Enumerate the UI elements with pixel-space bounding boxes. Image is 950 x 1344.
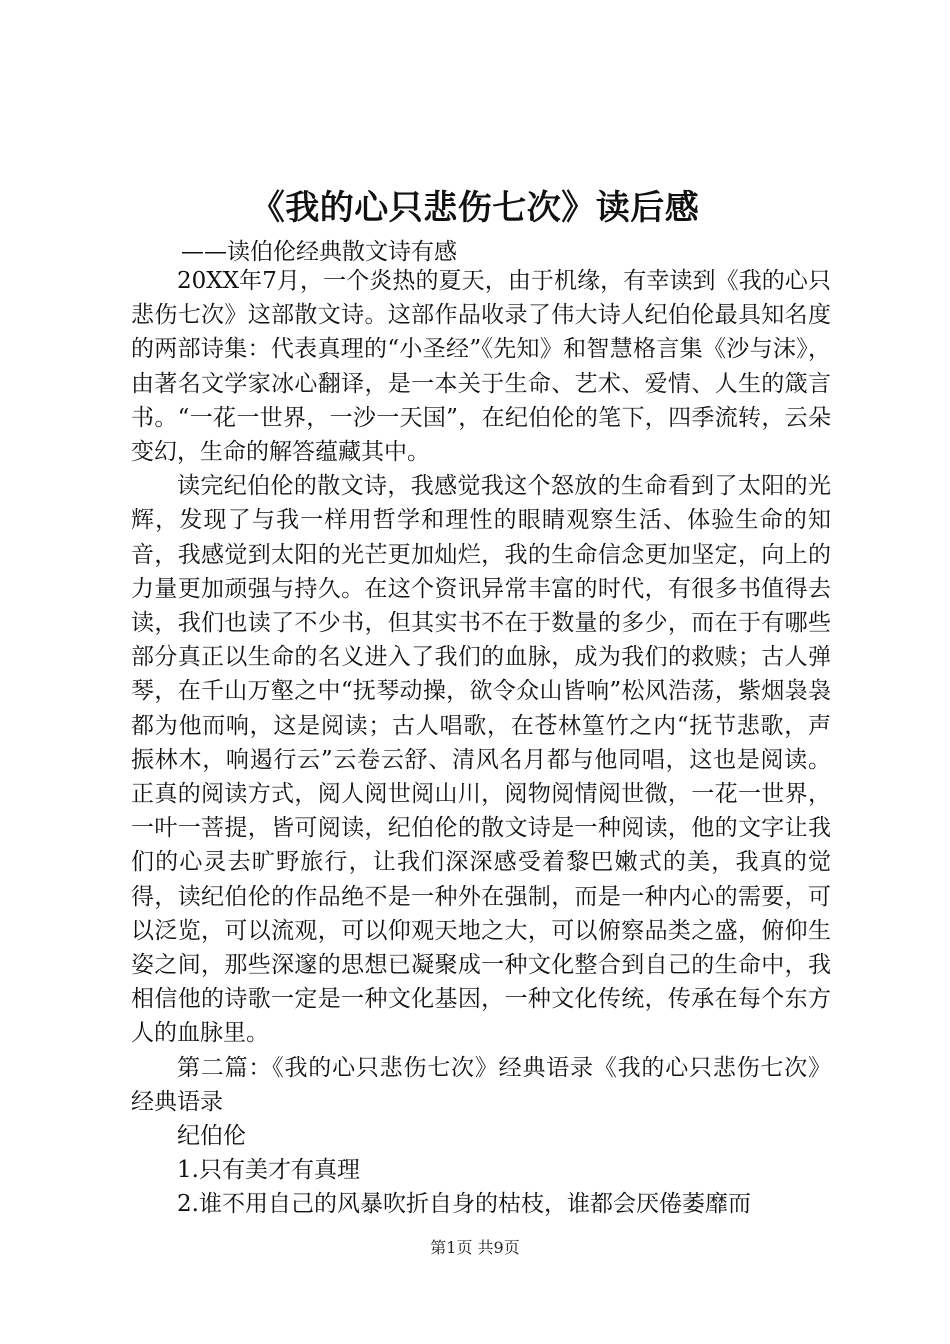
- paragraph-author: 纪伯伦: [177, 1123, 246, 1150]
- quote-item-2: 2.谁不用自己的风暴吹折自身的枯枝，谁都会厌倦萎靡而: [177, 1191, 751, 1218]
- paragraph-second-section-heading: 第二篇：《我的心只悲伤七次》经典语录《我的心只悲伤七次》经典语录: [131, 1054, 831, 1115]
- document-subtitle: ——读伯伦经典散文诗有感: [181, 239, 457, 265]
- paragraph-intro: 20XX年7月，一个炎热的夏天，由于机缘，有幸读到《我的心只悲伤七次》这部散文诗。这部作品收录了伟大诗人纪伯伦最具知名度的两部诗集：代表真理的“小圣经”《先知》和智慧格言集《沙与沫》，由著名文学家冰心翻译，是一本关于生命、艺术、爱情、人生的箴言书。“一花一世界，一沙一天国”，在纪伯伦的笔下，四季流转，云朵变幻，生命的解答蕴藏其中。: [131, 268, 831, 466]
- paragraph-reflection: 读完纪伯伦的散文诗，我感觉我这个怒放的生命看到了太阳的光辉，发现了与我一样用哲学和理性的眼睛观察生活、体验生命的知音，我感觉到太阳的光芒更加灿烂，我的生命信念更加坚定，向上的力量更加顽强与持久。在这个资讯异常丰富的时代，有很多书值得去读，我们也读了不少书，但其实书不在于数量的多少，而在于有哪些部分真正以生命的名义进入了我们的血脉，成为我们的救赎；古人弹琴，在千山万壑之中“抚琴动操，欲令众山皆响”松风浩荡，紫烟袅袅都为他而响，这是阅读；古人唱歌，在苍林篁竹之内“抚节悲歌，声振林木，响遏行云”云卷云舒、清风名月都与他同唱，这也是阅读。正真的阅读方式，阅人阅世阅山川，阅物阅情阅世微，一花一世界，一叶一菩提，皆可阅读，纪伯伦的散文诗是一种阅读，他的文字让我们的心灵去旷野旅行，让我们深深感受着黎巴嫩式的美，我真的觉得，读纪伯伦的作品绝不是一种外在强制，而是一种内心的需要，可以泛览，可以流观，可以仰观天地之大，可以俯察品类之盛，俯仰生姿之间，那些深邃的思想已凝聚成一种文化整合到自己的生命中，我相信他的诗歌一定是一种文化基因，一种文化传统，传承在每个东方人的血脉里。: [131, 473, 831, 1047]
- quote-item-1: 1.只有美才有真理: [177, 1157, 360, 1184]
- page-number-footer: 第1页 共9页: [430, 1238, 520, 1257]
- document-title: 《我的心只悲伤七次》读后感: [250, 188, 700, 228]
- document-body: [131, 264, 831, 1222]
